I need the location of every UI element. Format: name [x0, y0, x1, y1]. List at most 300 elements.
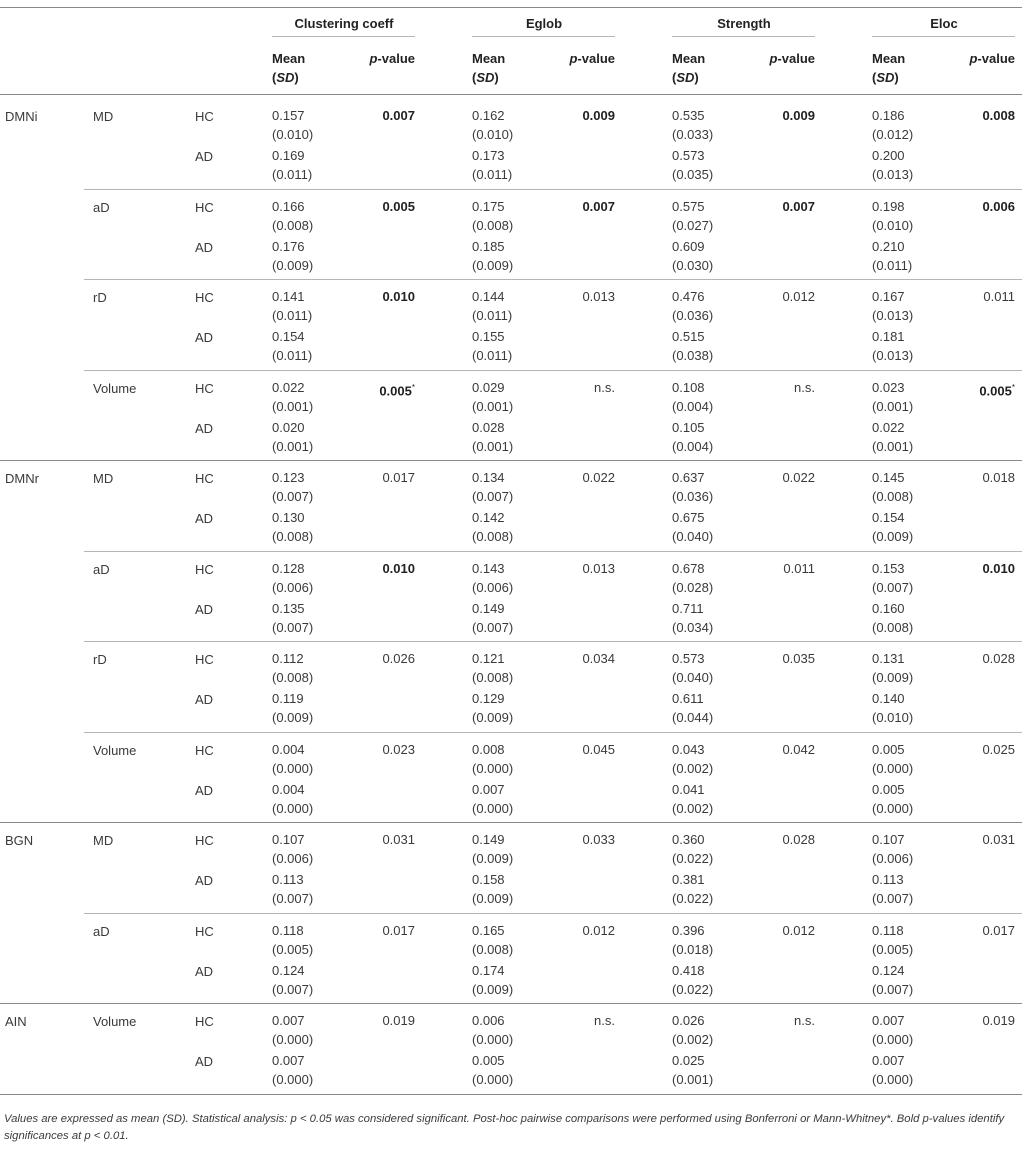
p-value	[335, 378, 415, 400]
p-value	[335, 740, 415, 759]
sd-value: (0.005)	[872, 941, 914, 957]
sd-value: (0.011)	[272, 348, 313, 363]
p-value	[535, 468, 615, 487]
p-value	[735, 197, 815, 216]
sd-value: (0.035)	[672, 167, 714, 182]
mean-value: 0.418	[672, 962, 705, 978]
mean-value: 0.198	[872, 198, 905, 214]
block-divider	[84, 370, 1022, 371]
sd-value: (0.008)	[272, 670, 314, 685]
sd-value: (0.007)	[872, 981, 914, 997]
mean-value: 0.476	[672, 289, 705, 304]
p-value	[335, 106, 415, 125]
p-value-text: 0.028	[982, 651, 1015, 666]
p-letter: p	[569, 51, 578, 66]
network-label: DMNi	[5, 109, 38, 124]
sd-value: (0.030)	[672, 257, 714, 273]
mean-value: 0.008	[472, 741, 505, 757]
mean-value: 0.007	[872, 1013, 905, 1028]
sd-value: (0.009)	[872, 529, 914, 544]
group-label: HC	[195, 1014, 214, 1029]
p-value-text: 0.017	[382, 922, 415, 938]
mean-value: 0.169	[272, 148, 305, 163]
p-letter: p	[769, 51, 778, 66]
mean-value: 0.007	[872, 1053, 905, 1068]
sd-value: (0.011)	[472, 308, 513, 323]
top-rule	[0, 7, 1022, 8]
header-rule	[0, 94, 1022, 95]
mean-value: 0.611	[672, 691, 704, 706]
mean-value: 0.007	[472, 781, 505, 797]
sd-value: (0.028)	[672, 579, 714, 595]
mean-value: 0.118	[872, 922, 904, 938]
mean-value: 0.609	[672, 238, 705, 254]
sd-value: (0.000)	[272, 800, 314, 816]
mean-value: 0.105	[672, 419, 705, 435]
sd-value: (0.006)	[872, 851, 914, 866]
mean-value: 0.167	[872, 289, 905, 304]
p-value-text: 0.007	[382, 108, 415, 123]
sd-value: (0.000)	[872, 760, 914, 776]
p-value-text: 0.017	[382, 470, 415, 485]
p-value-text: 0.031	[382, 832, 415, 847]
p-value-text: 0.009	[782, 108, 815, 123]
p-value	[335, 830, 415, 849]
sd-value: (0.036)	[672, 308, 714, 323]
group-label: HC	[195, 380, 214, 396]
p-value-text: n.s.	[594, 1013, 615, 1028]
p-value-text: 0.006	[982, 198, 1015, 214]
mean-value: 0.108	[672, 379, 705, 395]
p-value-header	[535, 49, 615, 68]
mean-value: 0.029	[472, 379, 505, 395]
group-label: AD	[195, 420, 214, 436]
sd-value: (0.007)	[272, 619, 314, 635]
section-divider	[0, 822, 1022, 823]
block-divider	[84, 189, 1022, 190]
sd-value: (0.000)	[472, 1032, 514, 1047]
block-divider	[84, 551, 1022, 552]
asterisk-mark: *	[1011, 382, 1015, 392]
column-group-header: Eloc	[930, 16, 958, 31]
mean-value: 0.515	[672, 329, 705, 344]
mean-value: 0.005	[872, 781, 905, 797]
p-value-text: 0.025	[982, 741, 1015, 757]
mean-value: 0.121	[472, 651, 505, 666]
p-value	[935, 378, 1015, 400]
group-label: HC	[195, 471, 214, 486]
p-value	[935, 1011, 1015, 1030]
p-value-text: 0.023	[382, 741, 415, 757]
p-value-text: 0.012	[582, 922, 615, 938]
mean-value: 0.185	[472, 238, 505, 254]
group-underline	[672, 36, 815, 37]
mean-value: 0.573	[672, 148, 705, 163]
sd-value: (0.008)	[472, 217, 514, 233]
p-value-text: 0.007	[582, 198, 615, 214]
block-divider	[84, 279, 1022, 280]
p-value-text: 0.005	[979, 382, 1012, 398]
mean-label: Mean	[672, 51, 706, 66]
mean-value: 0.118	[272, 922, 304, 938]
p-rest: -value	[777, 51, 815, 66]
mean-value: 0.131	[872, 651, 905, 666]
sd-value: (0.009)	[472, 981, 514, 997]
mean-value: 0.025	[672, 1053, 705, 1068]
metric-label: MD	[93, 833, 114, 848]
group-label: HC	[195, 742, 214, 758]
p-value-text: 0.007	[782, 198, 815, 214]
sd-value: (0.001)	[672, 1072, 714, 1087]
group-label: HC	[195, 923, 214, 939]
sd-value: (0.022)	[672, 981, 714, 997]
mean-value: 0.153	[872, 560, 905, 576]
mean-value: 0.129	[472, 691, 505, 706]
p-value-text: n.s.	[794, 379, 815, 395]
p-value	[935, 559, 1015, 578]
sd-value: (0.000)	[872, 800, 914, 816]
sd-value: (0.009)	[272, 710, 314, 725]
p-value	[735, 830, 815, 849]
sd-value: (0.001)	[872, 438, 914, 454]
sd-value: (0.007)	[872, 891, 914, 906]
network-label: AIN	[5, 1014, 27, 1029]
sd-value: (0.007)	[272, 489, 314, 504]
p-value-text: 0.010	[382, 560, 415, 576]
section-divider	[0, 1003, 1022, 1004]
p-value-text: 0.018	[982, 470, 1015, 485]
mean-value: 0.175	[472, 198, 505, 214]
p-value-text: 0.019	[982, 1013, 1015, 1028]
sd-value: (0.007)	[472, 489, 514, 504]
p-rest: -value	[377, 51, 415, 66]
p-value-text: 0.010	[382, 289, 415, 304]
mean-label: Mean	[272, 51, 306, 66]
mean-value: 0.113	[272, 872, 304, 887]
group-label: AD	[195, 963, 214, 979]
mean-value: 0.173	[472, 148, 505, 163]
p-value	[335, 287, 415, 306]
mean-sd-header: Mean (SD)	[872, 51, 906, 85]
sd-value: (0.013)	[872, 167, 914, 182]
mean-value: 0.144	[472, 289, 505, 304]
mean-value: 0.140	[872, 691, 905, 706]
mean-value: 0.020	[272, 419, 305, 435]
sd-value: (0.036)	[672, 489, 714, 504]
group-underline	[272, 36, 415, 37]
p-value-text: 0.034	[582, 651, 615, 666]
p-value	[735, 378, 815, 397]
p-value	[535, 378, 615, 397]
p-value	[935, 197, 1015, 216]
p-value-text: 0.035	[782, 651, 815, 666]
p-value-text: 0.031	[982, 832, 1015, 847]
p-rest: -value	[977, 51, 1015, 66]
mean-value: 0.154	[872, 510, 905, 525]
mean-value: 0.535	[672, 108, 705, 123]
mean-value: 0.396	[672, 922, 705, 938]
sd-value: (0.038)	[672, 348, 714, 363]
asterisk-mark: *	[411, 382, 415, 392]
group-label: AD	[195, 511, 214, 526]
mean-label: Mean	[472, 51, 506, 66]
mean-value: 0.210	[872, 238, 905, 254]
mean-value: 0.162	[472, 108, 505, 123]
section-divider	[0, 460, 1022, 461]
mean-value: 0.675	[672, 510, 705, 525]
metric-label: Volume	[93, 742, 137, 758]
sd-value: (0.040)	[672, 670, 714, 685]
sd-value: (0.018)	[672, 941, 714, 957]
mean-value: 0.157	[272, 108, 305, 123]
group-label: HC	[195, 109, 214, 124]
mean-value: 0.023	[872, 379, 905, 395]
p-value-text: n.s.	[594, 379, 615, 395]
sd-value: (0.009)	[472, 257, 514, 273]
mean-value: 0.573	[672, 651, 705, 666]
metric-label: MD	[93, 471, 114, 486]
sd-value: (0.033)	[672, 127, 714, 142]
mean-value: 0.200	[872, 148, 905, 163]
mean-value: 0.043	[672, 741, 705, 757]
sd-value: (0.011)	[472, 167, 513, 182]
sd-value: (0.008)	[472, 529, 514, 544]
p-value	[935, 740, 1015, 759]
network-label: DMNr	[5, 471, 39, 486]
p-value	[535, 1011, 615, 1030]
sd-value: (0.013)	[872, 348, 914, 363]
mean-sd-header: Mean (SD)	[272, 51, 306, 85]
mean-value: 0.022	[272, 379, 305, 395]
p-value	[735, 921, 815, 940]
p-value-header	[935, 49, 1015, 68]
p-value	[535, 921, 615, 940]
p-value	[935, 106, 1015, 125]
mean-value: 0.176	[272, 238, 305, 254]
sd-value: (0.002)	[672, 760, 714, 776]
sd-value: (0.000)	[272, 1072, 314, 1087]
sd-value: (0.000)	[472, 800, 514, 816]
sd-value: (0.008)	[872, 619, 914, 635]
mean-value: 0.381	[672, 872, 705, 887]
p-value	[735, 559, 815, 578]
sd-value: (0.000)	[472, 1072, 514, 1087]
group-underline	[472, 36, 615, 37]
p-value-text: 0.045	[582, 741, 615, 757]
p-value	[535, 106, 615, 125]
p-value	[735, 468, 815, 487]
sd-value: (0.006)	[272, 851, 314, 866]
sd-value: (0.007)	[472, 619, 514, 635]
sd-value: (0.010)	[272, 127, 314, 142]
p-value-text: n.s.	[794, 1013, 815, 1028]
sd-value: (0.000)	[472, 760, 514, 776]
p-value-text: 0.017	[982, 922, 1015, 938]
group-label: HC	[195, 833, 214, 848]
sd-value: (0.009)	[272, 257, 314, 273]
sd-value: (0.005)	[272, 941, 314, 957]
sd-label: SD	[676, 70, 695, 85]
sd-value: (0.004)	[672, 398, 714, 414]
sd-value: (0.008)	[272, 217, 314, 233]
sd-value: (0.001)	[472, 398, 514, 414]
sd-value: (0.006)	[472, 579, 514, 595]
mean-value: 0.154	[272, 329, 305, 344]
p-value	[735, 1011, 815, 1030]
mean-value: 0.155	[472, 329, 505, 344]
sd-value: (0.001)	[272, 438, 314, 454]
mean-value: 0.678	[672, 560, 705, 576]
sd-value: (0.000)	[272, 760, 314, 776]
sd-value: (0.008)	[472, 941, 514, 957]
section-divider	[0, 1094, 1022, 1095]
p-value	[335, 197, 415, 216]
sd-label: SD	[276, 70, 295, 85]
mean-value: 0.119	[272, 691, 304, 706]
metric-label: aD	[93, 923, 110, 939]
group-label: HC	[195, 290, 214, 305]
sd-value: (0.034)	[672, 619, 714, 635]
metric-label: MD	[93, 109, 114, 124]
mean-sd-header: Mean (SD)	[672, 51, 706, 85]
column-group-header: Eglob	[525, 16, 563, 31]
p-value	[535, 559, 615, 578]
p-value-text: 0.026	[382, 651, 415, 666]
sd-value: (0.008)	[472, 670, 514, 685]
sd-value: (0.012)	[872, 127, 914, 142]
column-group-header: Clustering coeff	[294, 16, 394, 31]
sd-value: (0.010)	[872, 710, 914, 725]
group-label: AD	[195, 1054, 214, 1069]
p-value-text: 0.005	[382, 198, 415, 214]
mean-value: 0.143	[472, 560, 505, 576]
mean-value: 0.124	[272, 962, 305, 978]
p-value	[535, 830, 615, 849]
p-value	[735, 649, 815, 668]
mean-value: 0.166	[272, 198, 305, 214]
group-label: AD	[195, 239, 214, 255]
mean-value: 0.160	[872, 600, 905, 616]
mean-value: 0.637	[672, 470, 705, 485]
p-value	[535, 287, 615, 306]
p-value-text: 0.012	[782, 289, 815, 304]
p-value-text: 0.013	[582, 560, 615, 576]
p-value-text: 0.010	[982, 560, 1015, 576]
sd-value: (0.011)	[472, 348, 513, 363]
metric-label: aD	[93, 561, 110, 577]
mean-value: 0.007	[272, 1053, 305, 1068]
sd-value: (0.007)	[272, 891, 314, 906]
p-value	[535, 740, 615, 759]
p-value-text: 0.013	[582, 289, 615, 304]
mean-value: 0.360	[672, 832, 705, 847]
sd-value: (0.044)	[672, 710, 714, 725]
sd-value: (0.004)	[672, 438, 714, 454]
mean-value: 0.145	[872, 470, 905, 485]
sd-value: (0.022)	[672, 851, 714, 866]
sd-value: (0.010)	[872, 217, 914, 233]
mean-value: 0.028	[472, 419, 505, 435]
p-value	[335, 1011, 415, 1030]
mean-value: 0.022	[872, 419, 905, 435]
mean-value: 0.165	[472, 922, 505, 938]
p-value-text: 0.011	[783, 560, 815, 576]
mean-value: 0.135	[272, 600, 305, 616]
sd-value: (0.007)	[872, 579, 914, 595]
sd-value: (0.009)	[472, 891, 514, 906]
p-value-text: 0.022	[582, 470, 615, 485]
group-label: AD	[195, 601, 214, 617]
column-group-header: Strength	[717, 16, 771, 31]
p-value-text: 0.009	[582, 108, 615, 123]
mean-value: 0.112	[272, 651, 304, 666]
sd-value: (0.000)	[872, 1072, 914, 1087]
p-value-text: 0.042	[782, 741, 815, 757]
p-value-text: 0.019	[382, 1013, 415, 1028]
sd-value: (0.008)	[272, 529, 314, 544]
p-rest: -value	[577, 51, 615, 66]
mean-value: 0.141	[272, 289, 305, 304]
mean-value: 0.123	[272, 470, 305, 485]
sd-value: (0.007)	[272, 981, 314, 997]
mean-value: 0.575	[672, 198, 705, 214]
mean-value: 0.149	[472, 600, 505, 616]
mean-value: 0.134	[472, 470, 505, 485]
sd-value: (0.011)	[272, 167, 313, 182]
sd-value: (0.001)	[272, 398, 314, 414]
mean-value: 0.186	[872, 108, 905, 123]
group-label: AD	[195, 782, 214, 798]
sd-value: (0.006)	[272, 579, 314, 595]
p-value	[335, 559, 415, 578]
network-label: BGN	[5, 833, 34, 848]
sd-value: (0.001)	[872, 398, 914, 414]
p-value	[335, 468, 415, 487]
sd-value: (0.008)	[872, 489, 914, 504]
p-value	[535, 649, 615, 668]
mean-value: 0.158	[472, 872, 505, 887]
p-value	[935, 921, 1015, 940]
sd-value: (0.011)	[272, 308, 313, 323]
sd-value: (0.009)	[872, 670, 914, 685]
metric-label: Volume	[93, 380, 137, 396]
mean-sd-header: Mean (SD)	[472, 51, 506, 85]
p-value-text: 0.028	[782, 832, 815, 847]
mean-value: 0.026	[672, 1013, 705, 1028]
mean-value: 0.181	[872, 329, 905, 344]
group-label: HC	[195, 561, 214, 577]
p-value	[735, 740, 815, 759]
sd-value: (0.000)	[872, 1032, 914, 1047]
mean-value: 0.007	[272, 1013, 305, 1028]
sd-value: (0.040)	[672, 529, 714, 544]
metric-label: rD	[93, 290, 107, 305]
mean-value: 0.124	[872, 962, 905, 978]
sd-label: SD	[876, 70, 895, 85]
mean-value: 0.006	[472, 1013, 505, 1028]
group-label: AD	[195, 692, 214, 707]
mean-value: 0.005	[472, 1053, 505, 1068]
group-underline	[872, 36, 1015, 37]
sd-value: (0.009)	[472, 710, 514, 725]
p-value	[735, 287, 815, 306]
group-label: AD	[195, 873, 214, 888]
sd-value: (0.002)	[672, 1032, 714, 1047]
mean-value: 0.004	[272, 741, 305, 757]
p-value-text: 0.012	[782, 922, 815, 938]
p-value	[935, 830, 1015, 849]
p-value	[935, 649, 1015, 668]
